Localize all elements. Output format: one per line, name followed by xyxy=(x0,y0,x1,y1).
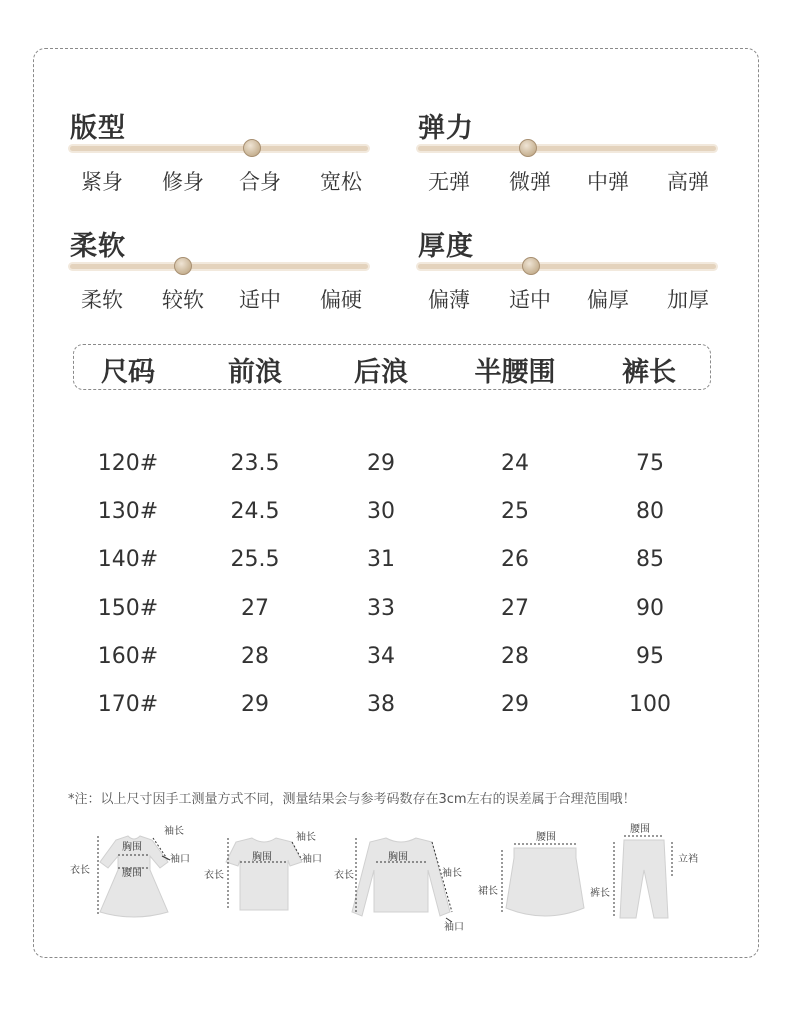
table-header-pants-length: 裤长 xyxy=(622,357,676,388)
table-cell-size: 130# xyxy=(97,499,159,525)
sweater-chest-label: 胸围 xyxy=(388,852,408,863)
attribute-level: 中弹 xyxy=(587,170,629,194)
tshirt-diagram xyxy=(226,838,302,910)
pants-length-label: 裤长 xyxy=(590,888,610,899)
table-cell: 28 xyxy=(241,643,269,669)
table-cell: 27 xyxy=(501,595,529,621)
dress-cuff-label: 袖口 xyxy=(170,854,190,865)
attribute-level: 无弹 xyxy=(428,170,470,194)
table-cell: 75 xyxy=(636,451,664,476)
table-cell: 23.5 xyxy=(230,451,280,476)
table-cell: 80 xyxy=(636,499,664,525)
table-header-half-waist: 半腰围 xyxy=(474,357,556,388)
table-header-front-rise: 前浪 xyxy=(228,357,282,388)
table-cell: 100 xyxy=(629,692,671,717)
attribute-level: 微弹 xyxy=(509,170,551,194)
table-cell: 24.5 xyxy=(230,499,280,525)
attribute-title: 弹力 xyxy=(418,113,474,144)
sweater-length-label: 衣长 xyxy=(334,870,354,881)
attribute-level: 偏薄 xyxy=(428,288,470,312)
sweater-cuff-label: 袖口 xyxy=(444,922,464,933)
table-cell: 26 xyxy=(501,547,529,573)
pants-rise-label: 立裆 xyxy=(678,854,698,865)
table-cell: 29 xyxy=(501,692,529,717)
tshirt-length-label: 衣长 xyxy=(204,870,224,881)
table-cell: 34 xyxy=(367,643,395,669)
dress-length-label: 衣长 xyxy=(70,865,90,876)
attribute-level: 偏厚 xyxy=(587,288,629,312)
table-cell: 28 xyxy=(501,643,529,669)
sweater-sleeve-label: 袖长 xyxy=(442,868,462,879)
pants-waist-label: 腰围 xyxy=(630,824,650,835)
attribute-title: 厚度 xyxy=(418,231,474,262)
table-cell-size: 160# xyxy=(97,643,159,669)
tshirt-chest-label: 胸围 xyxy=(252,852,272,863)
attribute-level: 加厚 xyxy=(667,288,709,312)
attribute-level: 紧身 xyxy=(81,170,123,194)
table-header-size: 尺码 xyxy=(101,357,155,388)
tshirt-sleeve-label: 袖长 xyxy=(296,832,316,843)
table-cell-size: 170# xyxy=(97,692,159,717)
table-cell: 30 xyxy=(367,499,395,525)
dress-chest-label: 胸围 xyxy=(122,842,142,853)
attribute-title: 版型 xyxy=(70,113,126,144)
attribute-level: 宽松 xyxy=(320,170,362,194)
table-cell: 85 xyxy=(636,547,664,573)
table-cell: 31 xyxy=(367,547,395,573)
dress-sleeve-label: 袖长 xyxy=(164,826,184,837)
tshirt-cuff-label: 袖口 xyxy=(302,854,322,865)
pants-diagram xyxy=(614,836,672,918)
dress-waist-label: 腰围 xyxy=(122,868,142,879)
skirt-length-label: 裙长 xyxy=(478,886,498,897)
attribute-level: 合身 xyxy=(239,170,281,194)
attribute-title: 柔软 xyxy=(70,231,126,262)
skirt-waist-label: 腰围 xyxy=(536,832,556,843)
table-cell: 29 xyxy=(241,692,269,717)
table-cell-size: 120# xyxy=(97,451,159,476)
attribute-level: 适中 xyxy=(509,288,551,312)
skirt-diagram xyxy=(502,844,584,916)
table-cell: 24 xyxy=(501,451,529,476)
table-cell-size: 150# xyxy=(97,595,159,621)
table-cell-size: 140# xyxy=(97,547,159,573)
attribute-level: 修身 xyxy=(162,170,204,194)
attribute-level: 柔软 xyxy=(81,288,123,312)
table-cell: 25 xyxy=(501,499,529,525)
measurement-note: *注：以上尺寸因手工测量方式不同，测量结果会与参考码数存在3cm左右的误差属于合理范围哦！ xyxy=(68,792,636,807)
attribute-level: 偏硬 xyxy=(320,288,362,312)
attribute-level: 适中 xyxy=(239,288,281,312)
table-cell: 95 xyxy=(636,643,664,669)
sweater-diagram xyxy=(352,838,452,922)
attribute-level: 高弹 xyxy=(667,170,709,194)
table-cell: 90 xyxy=(636,595,664,621)
table-cell: 25.5 xyxy=(230,547,280,573)
table-cell: 27 xyxy=(241,595,269,621)
table-header-back-rise: 后浪 xyxy=(354,357,408,388)
table-cell: 29 xyxy=(367,451,395,476)
attribute-level: 较软 xyxy=(162,288,204,312)
table-cell: 33 xyxy=(367,595,395,621)
table-cell: 38 xyxy=(367,692,395,717)
